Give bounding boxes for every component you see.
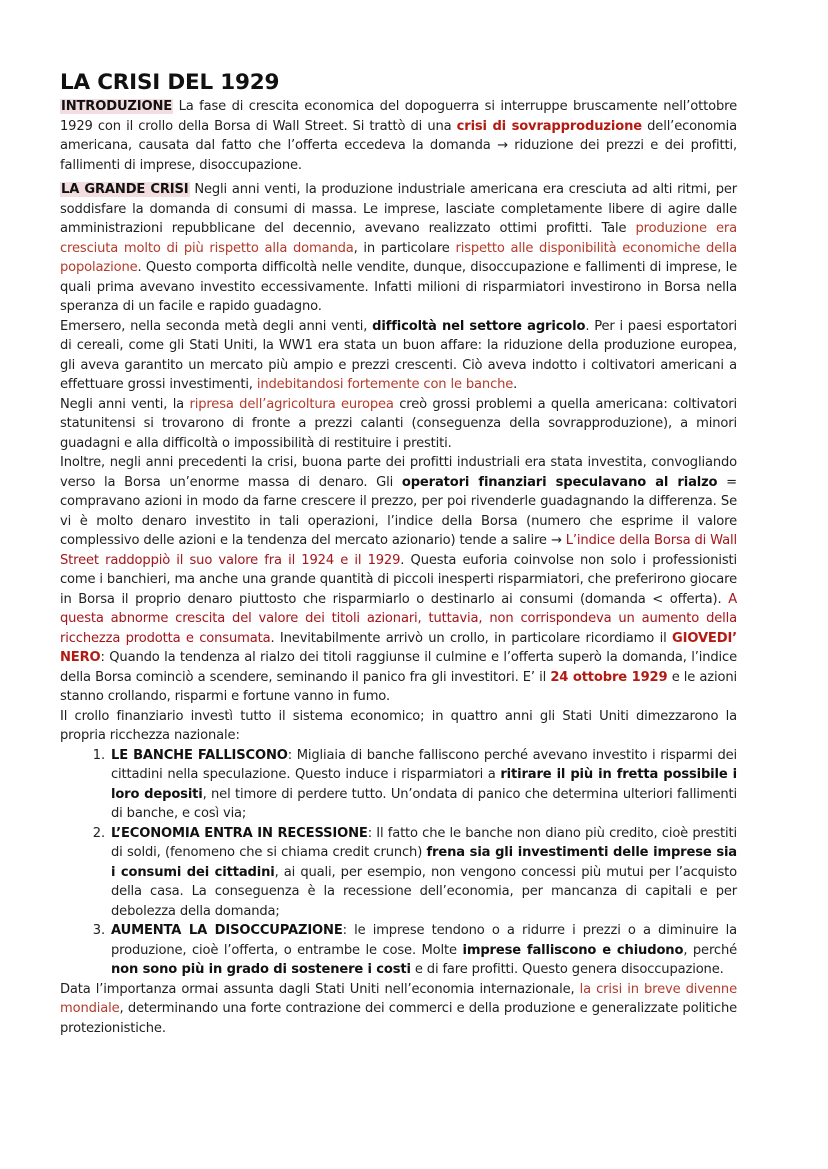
- grande-crisi-tag: LA GRANDE CRISI: [61, 182, 189, 197]
- list-item-2-bold: frena sia gli investimenti delle imprese sia i consumi dei cittadini: [111, 845, 737, 880]
- intro-highlight: crisi di sovrapproduzione: [456, 118, 642, 134]
- list-item-3-text-1: : le imprese tendono o a ridurre i prezzi o a diminuire la produzione, cioè l’offerta, o entrambe le cose. Molte: [111, 923, 737, 958]
- borsa-bold: operatori finanziari speculavano al rialzo: [401, 474, 718, 490]
- list-item-3-bold-2: non sono più in grado di sostenere i costi: [111, 962, 411, 977]
- document-page: [60, 70, 737, 1038]
- agricolo-text-3: .: [513, 377, 518, 392]
- borsa-text-7: e le azioni stanno crollando, risparmi e fortune vanno in fumo.: [60, 669, 737, 704]
- intro-tag: INTRODUZIONE: [61, 99, 173, 114]
- list-item-3-text-2: , perché: [683, 942, 738, 958]
- borsa-text-3: . Questa euforia coinvolse non solo i professionisti come i banchieri, ma anche una grande quantità di piccoli inesperti risparmiatori, che preferirono giocare in Borsa il proprio denaro piuttosto che risparmiarlo o destinarlo ai consumi (domanda < offerta).: [60, 552, 738, 607]
- list-item: [109, 824, 737, 922]
- finale-red: la crisi in breve divenne mondiale: [60, 981, 737, 1016]
- borsa-paragraph: [60, 453, 737, 707]
- finale-text-1: Data l’importanza ormai assunta dagli Stati Uniti nell’economia internazionale,: [60, 981, 580, 997]
- list-item: [109, 746, 737, 824]
- list-item-3-bold-1: imprese falliscono e chiudono: [462, 942, 684, 958]
- intro-paragraph: [60, 97, 737, 175]
- crollo-text: Il crollo finanziario investì tutto il sistema economico; in quattro anni gli Stati Uniti dimezzarono la propria ricchezza nazionale:: [60, 708, 737, 743]
- intro-text-2: dell’economia americana, causata dal fatto che l’offerta eccedeva la domanda → riduzione dei prezzi e dei profitti, fallimenti di imprese, disoccupazione.: [60, 118, 737, 173]
- borsa-text-6: : Quando la tendenza al rialzo dei titoli raggiunse il culmine e l’offerta superò la domanda, l’indice della Borsa cominciò a scendere, seminando il panico fra gli investitori. E’ il: [60, 650, 737, 685]
- finale-paragraph: [60, 980, 737, 1039]
- ripresa-paragraph: [60, 395, 737, 454]
- crollo-paragraph: [60, 707, 737, 746]
- grande-crisi-paragraph: [60, 180, 737, 317]
- ripresa-text-1: Negli anni venti, la: [60, 396, 190, 412]
- borsa-text-1: Inoltre, negli anni precedenti la crisi, buona parte dei profitti industriali era stata investita, convogliando verso la Borsa un’enorme massa di denaro. Gli: [60, 455, 737, 490]
- consequences-list: [60, 746, 737, 980]
- agricolo-paragraph: [60, 317, 737, 395]
- list-item-1-title: LE BANCHE FALLISCONO: [111, 747, 288, 763]
- list-item-2-title: L’ECONOMIA ENTRA IN RECESSIONE: [111, 825, 368, 841]
- agricolo-text-1: Emersero, nella seconda metà degli anni venti,: [60, 318, 373, 334]
- grande-text-2: , in particolare: [353, 240, 456, 256]
- borsa-text-5: Inevitabilmente arrivò un crollo, in particolare ricordiamo il: [274, 630, 672, 646]
- list-item: [109, 921, 737, 980]
- list-item-1-text-2: , nel timore di perdere tutto. Un’ondata di panico che determina ulteriori fallimenti di banche, e così via;: [111, 786, 737, 821]
- agricolo-text-2: . Per i paesi esportatori di cereali, come gli Stati Uniti, la WW1 era stata un buon affare: la riduzione della produzione europea, gli aveva garantito un mercato più ampio e prezzi crescenti. Ciò aveva indotto i coltivatori americani a effettuare grossi investimenti,: [60, 318, 737, 392]
- borsa-text-2: = compravano azioni in modo da farne crescere il prezzo, per poi rivenderle guadagnando la differenza. Se vi è molto denaro investito in tali operazioni, l’indice della Borsa (numero che esprime il valore complessivo delle azioni e la tendenza del mercato azionario) tende a salire →: [60, 474, 737, 548]
- grande-text-1: Negli anni venti, la produzione industriale americana era cresciuta ad alti ritmi, per soddisfare la domanda di consumi di massa. Le imprese, lasciate completamente libere di agire dalle amministrazioni repubblicane del decennio, avevano realizzato ottimi profitti. Tale: [60, 182, 737, 236]
- grande-text-3: . Questo comporta difficoltà nelle vendite, dunque, disoccupazione e fallimenti di imprese, le quali prima avevano investito eccessivamente. Infatti milioni di risparmiatori investirono in Borsa nella speranza di un facile e rapido guadagno.: [60, 260, 737, 314]
- list-item-3-text-3: e di fare profitti. Questo genera disoccupazione.: [410, 962, 724, 977]
- borsa-dark-red-2: A questa abnorme crescita del valore dei titoli azionari, tuttavia, non corrispondeva un aumento della ricchezza prodotta e consumata: [60, 591, 737, 646]
- crash-date: 24 ottobre 1929: [550, 669, 668, 685]
- giovedi-nero: GIOVEDI’ NERO: [60, 630, 737, 665]
- list-item-1-bold: ritirare il più in fretta possibile i loro depositi: [111, 767, 737, 802]
- borsa-dark-red-1: L’indice della Borsa di Wall Street raddoppiò il suo valore fra il 1924 e il 1929: [60, 533, 737, 568]
- finale-text-2: , determinando una forte contrazione dei commerci e della produzione e generalizzate politiche protezionistiche.: [60, 1001, 737, 1036]
- ripresa-red: ripresa dell’agricoltura europea: [189, 396, 394, 412]
- agricolo-bold: difficoltà nel settore agricolo: [372, 318, 586, 334]
- grande-red-2: rispetto alle disponibilità economiche della popolazione: [60, 240, 737, 275]
- borsa-text-4: .: [270, 630, 275, 646]
- ripresa-text-2: creò grossi problemi a quella americana: coltivatori statunitensi si trovarono di fronte a prezzi calanti (conseguenza della sovrapproduzione), a minori guadagni e alla difficoltà o impossibilità di restituire i prestiti.: [60, 396, 737, 451]
- list-item-2-text-2: , ai quali, per esempio, non vengono concessi più mutui per l’acquisto della casa. La conseguenza è la recessione dell’economia, per mancanza di capitali e per debolezza della domanda;: [111, 864, 737, 919]
- list-item-1-text-1: : Migliaia di banche falliscono perché avevano investito i risparmi dei cittadini nella speculazione. Questo induce i risparmiatori a: [111, 747, 738, 782]
- list-item-3-title: AUMENTA LA DISOCCUPAZIONE: [111, 923, 343, 938]
- agricolo-red: indebitandosi fortemente con le banche: [256, 377, 514, 392]
- intro-text-1: La fase di crescita economica del dopoguerra si interruppe bruscamente nell’ottobre 1929 con il crollo della Borsa di Wall Street. Si trattò di una: [60, 99, 737, 134]
- grande-red-1: produzione era cresciuta molto di più rispetto alla domanda: [60, 221, 737, 256]
- page-title: LA CRISI DEL 1929: [60, 70, 280, 95]
- list-item-2-text-1: : Il fatto che le banche non diano più credito, cioè prestiti di soldi, (fenomeno che si chiama credit crunch): [111, 825, 737, 860]
